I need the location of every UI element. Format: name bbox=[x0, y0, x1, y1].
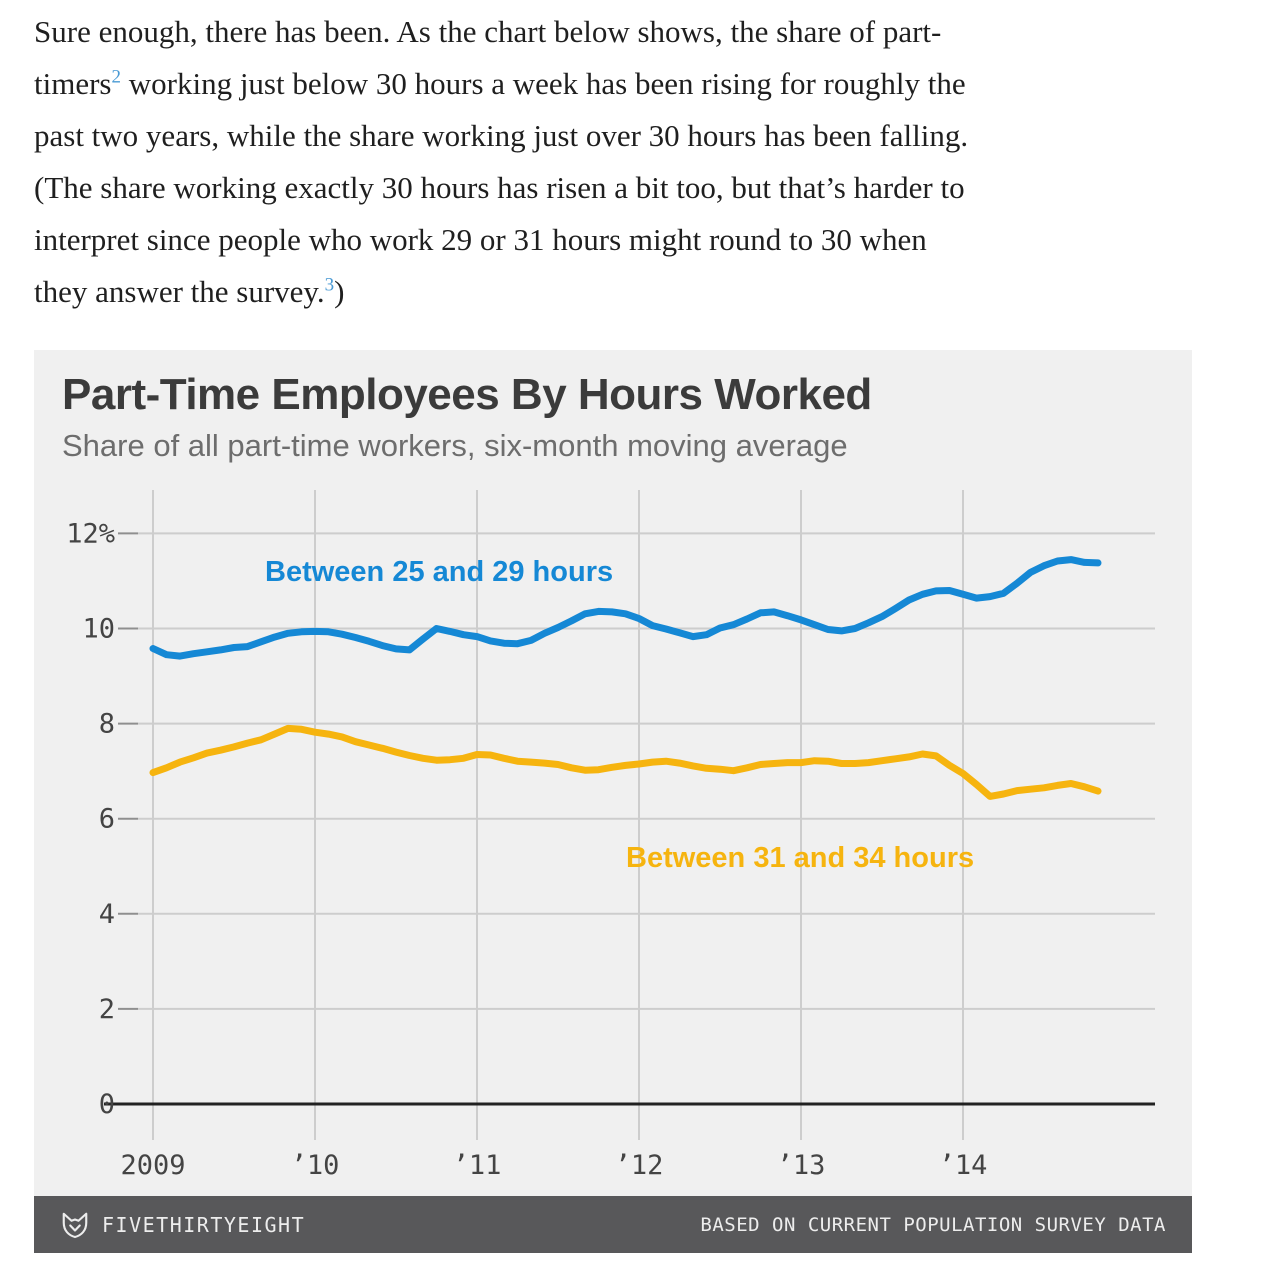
x-tick-label: ’10 bbox=[290, 1150, 340, 1181]
y-tick-label: 2 bbox=[98, 993, 115, 1025]
article-line bbox=[34, 162, 1214, 214]
article-text: (The share working exactly 30 hours has risen a bit too, but that’s harder to bbox=[34, 170, 965, 205]
y-tick-label: 6 bbox=[98, 803, 115, 835]
y-tick-label: 10 bbox=[82, 613, 115, 645]
footer-brand bbox=[60, 1210, 305, 1240]
article-line bbox=[34, 266, 1214, 318]
article-text: ) bbox=[334, 274, 345, 309]
y-tick-label: 12% bbox=[66, 518, 115, 550]
y-tick-label: 0 bbox=[98, 1089, 115, 1120]
article-line bbox=[34, 214, 1214, 266]
x-tick-label: ’13 bbox=[776, 1150, 826, 1181]
article-text: working just below 30 hours a week has been rising for roughly the bbox=[121, 66, 966, 101]
series-label-25-29-hours: Between 25 and 29 hours bbox=[265, 556, 614, 588]
article-text: interpret since people who work 29 or 31 hours might round to 30 when bbox=[34, 222, 927, 257]
series-line bbox=[153, 728, 1098, 796]
article-line bbox=[34, 6, 1214, 58]
gridlines bbox=[104, 490, 1155, 1140]
footer-credit: BASED ON CURRENT POPULATION SURVEY DATA bbox=[700, 1213, 1166, 1236]
chart-panel bbox=[34, 350, 1192, 1196]
article-line bbox=[34, 58, 1214, 110]
footnote-link-2[interactable]: 2 bbox=[111, 66, 121, 88]
x-tick-label: ’12 bbox=[614, 1150, 664, 1181]
chart-title: Part-Time Employees By Hours Worked bbox=[62, 370, 872, 419]
article-text: they answer the survey. bbox=[34, 274, 325, 309]
chart-plot bbox=[34, 350, 1192, 1196]
footer-brand-text: FIVETHIRTYEIGHT bbox=[102, 1212, 306, 1237]
x-tick-label: ’14 bbox=[938, 1150, 988, 1181]
footnote-link-3[interactable]: 3 bbox=[324, 274, 335, 296]
fox-icon bbox=[60, 1210, 90, 1240]
article-line bbox=[34, 110, 1214, 162]
series-label-31-34-hours: Between 31 and 34 hours bbox=[626, 842, 975, 874]
article-text: timers bbox=[34, 66, 112, 101]
chart-subtitle: Share of all part-time workers, six-month moving average bbox=[62, 428, 848, 463]
chart-footer bbox=[34, 1196, 1192, 1253]
x-tick-label: ’11 bbox=[452, 1150, 502, 1181]
series-lines bbox=[153, 560, 1098, 797]
y-tick-label: 8 bbox=[98, 708, 115, 740]
article bbox=[34, 6, 1214, 318]
y-tick-label: 4 bbox=[98, 898, 115, 930]
article-text: Sure enough, there has been. As the chart below shows, the share of part- bbox=[34, 14, 942, 49]
x-tick-label: 2009 bbox=[120, 1150, 186, 1181]
article-text: past two years, while the share working just over 30 hours has been falling. bbox=[34, 118, 969, 153]
